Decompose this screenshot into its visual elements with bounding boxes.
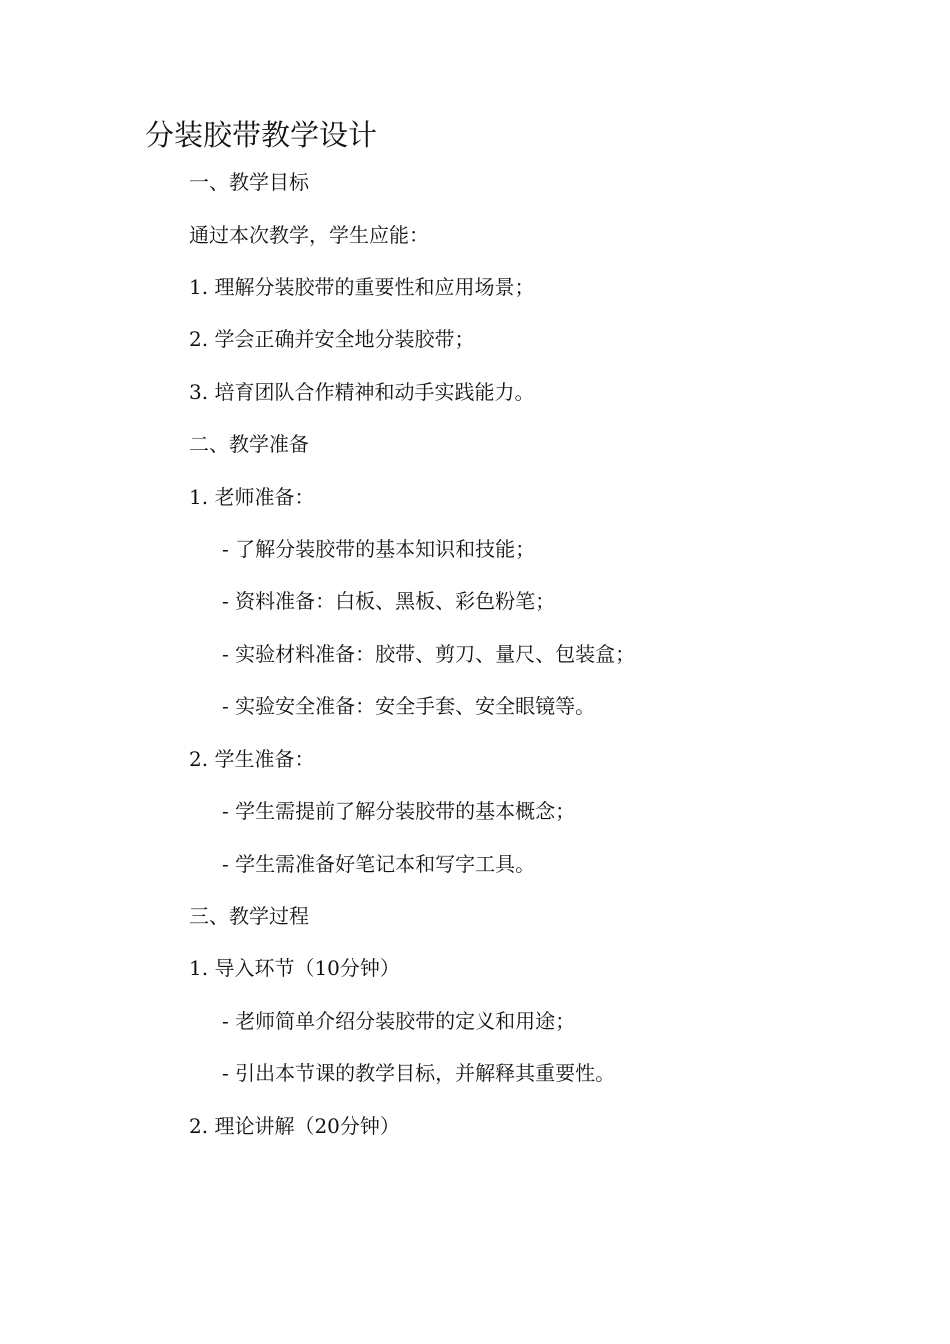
sub-list-item: - 学生需准备好笔记本和写字工具。 xyxy=(222,852,536,876)
list-item: 1. 导入环节（10分钟） xyxy=(189,956,400,980)
section-heading-objectives: 一、教学目标 xyxy=(189,170,309,194)
sub-list-item: - 引出本节课的教学目标，并解释其重要性。 xyxy=(222,1061,616,1085)
sub-list-item: - 学生需提前了解分装胶带的基本概念； xyxy=(222,799,576,823)
list-item: 2. 理论讲解（20分钟） xyxy=(189,1114,400,1138)
paragraph-intro: 通过本次教学，学生应能： xyxy=(189,223,429,247)
sub-list-item: - 了解分装胶带的基本知识和技能； xyxy=(222,537,536,561)
document-title: 分装胶带教学设计 xyxy=(145,118,378,152)
list-item: 2. 学生准备： xyxy=(189,747,315,771)
list-item: 2. 学会正确并安全地分装胶带； xyxy=(189,327,475,351)
section-heading-preparation: 二、教学准备 xyxy=(189,432,309,456)
section-heading-process: 三、教学过程 xyxy=(189,904,309,928)
list-item: 1. 老师准备： xyxy=(189,485,315,509)
list-item: 1. 理解分装胶带的重要性和应用场景； xyxy=(189,275,535,299)
sub-list-item: - 实验材料准备：胶带、剪刀、量尺、包装盒； xyxy=(222,642,636,666)
sub-list-item: - 资料准备：白板、黑板、彩色粉笔； xyxy=(222,589,556,613)
sub-list-item: - 老师简单介绍分装胶带的定义和用途； xyxy=(222,1009,576,1033)
list-item: 3. 培育团队合作精神和动手实践能力。 xyxy=(189,380,535,404)
sub-list-item: - 实验安全准备：安全手套、安全眼镜等。 xyxy=(222,694,596,718)
